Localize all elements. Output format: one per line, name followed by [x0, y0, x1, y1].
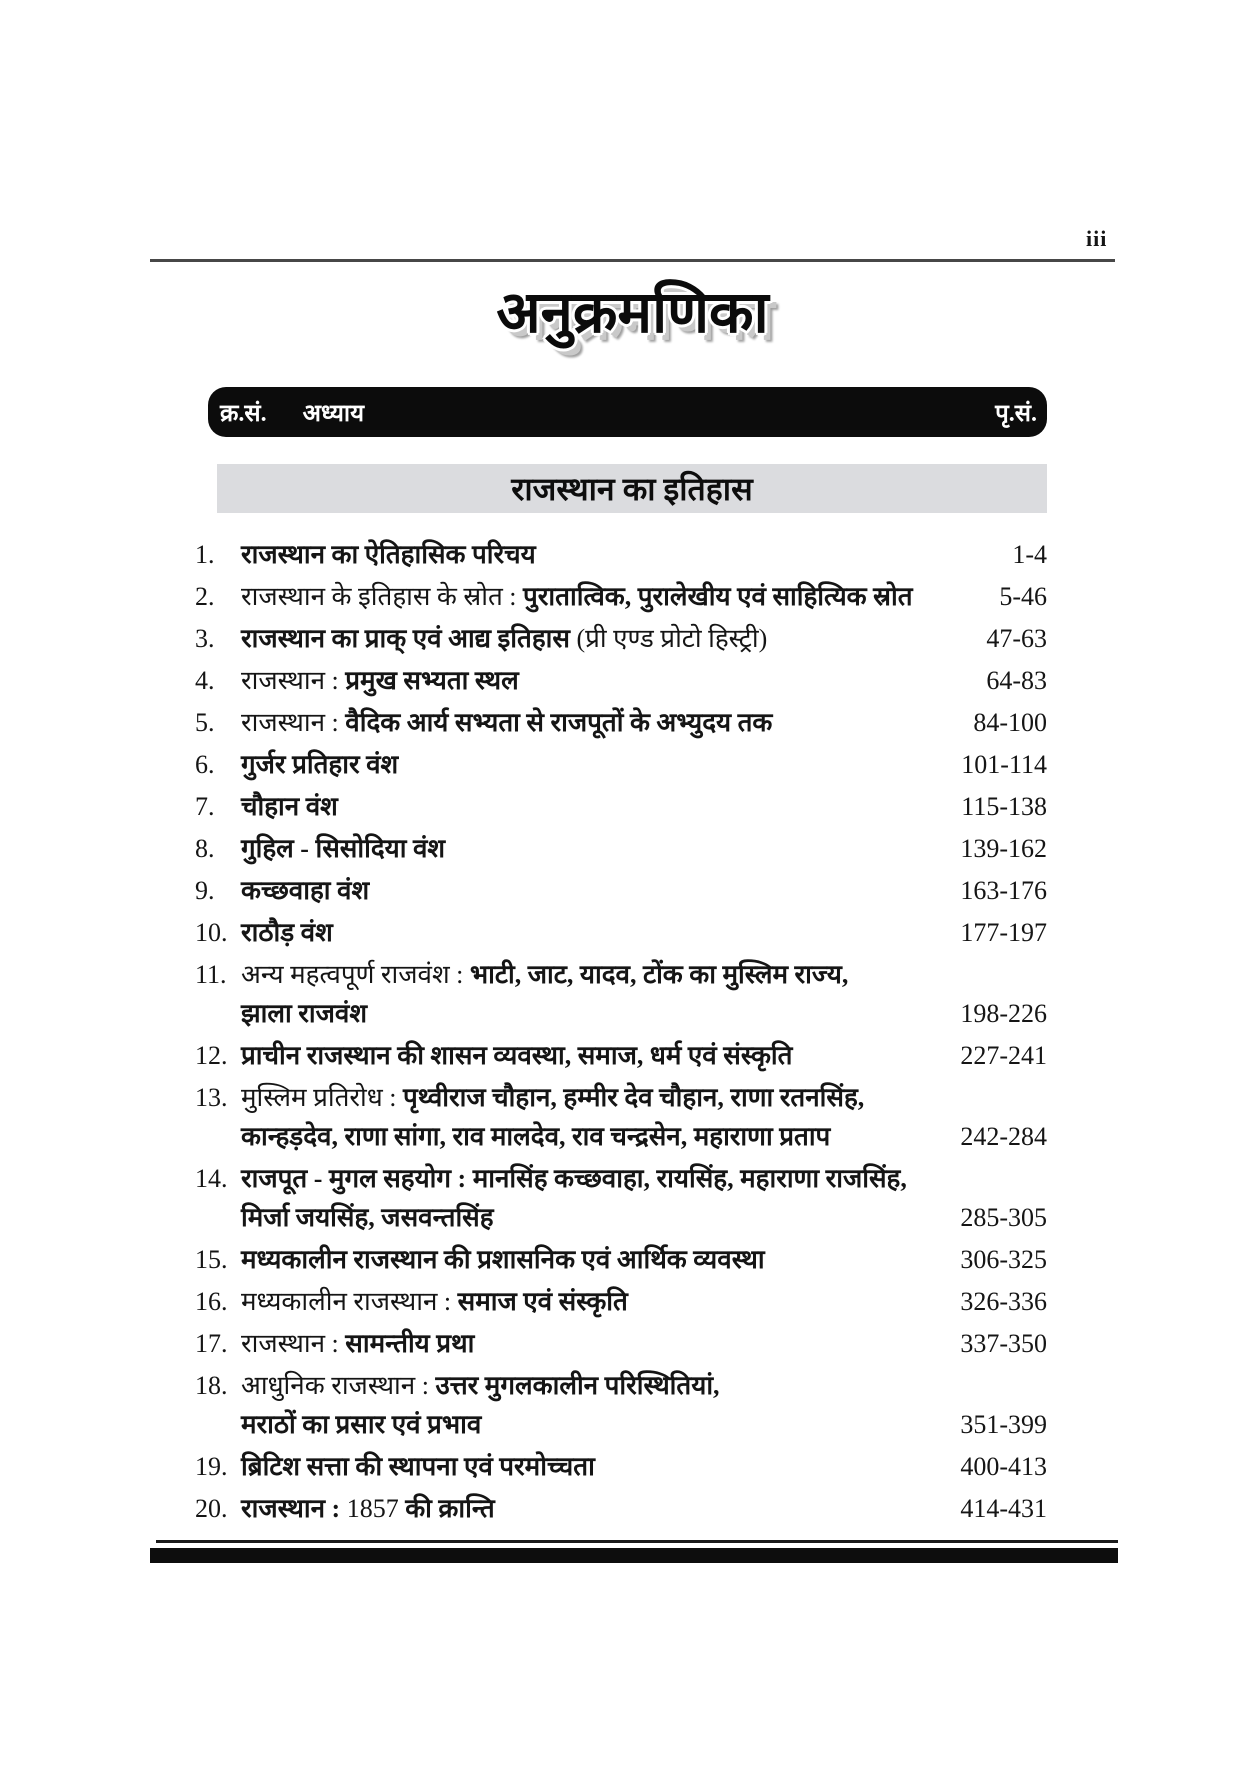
item-title-segment: आधुनिक राजस्थान : — [241, 1371, 436, 1400]
item-title-segment: मध्यकालीन राजस्थान : — [241, 1287, 458, 1316]
toc-item-line — [195, 1447, 1047, 1486]
toc-item — [195, 829, 1047, 868]
item-page-range: 198-226 — [960, 999, 1047, 1028]
item-title-segment: गुर्जर प्रतिहार वंश — [241, 750, 399, 779]
item-title — [241, 1198, 929, 1237]
item-title-segment: भाटी, जाट, यादव, टोंक का मुस्लिम राज्य, — [469, 960, 849, 989]
toc-item — [195, 745, 1047, 784]
toc-item — [195, 1240, 1047, 1279]
toc-item-line — [195, 1117, 1047, 1156]
item-title-segment: मुस्लिम प्रतिरोध : — [241, 1083, 404, 1112]
item-title-segment: समाज एवं संस्कृति — [457, 1287, 628, 1316]
item-title-segment: राजस्थान : — [241, 1494, 347, 1523]
item-title-segment: राजपूत - मुगल सहयोग : — [241, 1164, 473, 1193]
item-title — [241, 1159, 929, 1198]
toc-item-line — [195, 1489, 1047, 1528]
item-page-range: 227-241 — [960, 1041, 1047, 1070]
toc-item — [195, 703, 1047, 742]
item-title — [241, 1078, 929, 1117]
toc-item-line — [195, 535, 1047, 574]
item-title — [241, 619, 929, 658]
item-title-segment: मध्यकालीन राजस्थान की प्रशासनिक एवं आर्थिक व्यवस्था — [241, 1245, 765, 1274]
item-title-segment: राजस्थान : — [241, 666, 346, 695]
item-number: 1. — [195, 540, 215, 569]
item-title — [241, 1489, 929, 1528]
item-page-range: 5-46 — [999, 582, 1047, 611]
item-title — [241, 535, 929, 574]
toc-item — [195, 1159, 1047, 1237]
item-title-segment: गुहिल - सिसोदिया वंश — [241, 834, 446, 863]
toc-item-line — [195, 913, 1047, 952]
item-page-range: 242-284 — [960, 1122, 1047, 1151]
item-title-segment: राठौड़ वंश — [241, 918, 333, 947]
item-title-segment: अन्य महत्वपूर्ण राजवंश : — [241, 960, 470, 989]
chapter-column-label: अध्याय — [302, 400, 365, 427]
top-rule — [150, 259, 1115, 262]
toc-item — [195, 535, 1047, 574]
toc-item-line — [195, 787, 1047, 826]
item-number: 4. — [195, 666, 215, 695]
item-number: 6. — [195, 750, 215, 779]
pageno-column-label: पृ.सं. — [995, 400, 1037, 427]
item-number: 13. — [195, 1083, 228, 1112]
serial-column-label: क्र.सं. — [220, 400, 267, 427]
item-title-segment: राजस्थान : — [241, 708, 346, 737]
item-title — [241, 1447, 929, 1486]
item-title-segment: झाला राजवंश — [241, 999, 368, 1028]
item-number: 10. — [195, 918, 228, 947]
item-title — [241, 1117, 929, 1156]
item-page-range: 285-305 — [960, 1203, 1047, 1232]
toc-item-line — [195, 1078, 1047, 1117]
toc-item — [195, 1078, 1047, 1156]
toc-item — [195, 1447, 1047, 1486]
item-title — [241, 829, 929, 868]
item-page-range: 64-83 — [986, 666, 1047, 695]
item-page-range: 177-197 — [960, 918, 1047, 947]
item-title-segment: प्राचीन राजस्थान की शासन व्यवस्था, समाज, धर्म एवं संस्कृति — [241, 1041, 793, 1070]
item-title-segment: पुरातात्विक, पुरालेखीय एवं साहित्यिक स्रोत — [523, 582, 913, 611]
item-title — [241, 871, 929, 910]
item-page-range: 400-413 — [960, 1452, 1047, 1481]
toc-item-line — [195, 994, 1047, 1033]
item-title-segment: चौहान वंश — [241, 792, 338, 821]
toc-item-line — [195, 871, 1047, 910]
item-title — [241, 1405, 929, 1444]
item-title — [241, 787, 929, 826]
table-header-bar — [208, 387, 1047, 437]
toc-item-line — [195, 661, 1047, 700]
toc-item — [195, 1282, 1047, 1321]
item-title-segment: राजस्थान का प्राक् एवं आद्य इतिहास — [241, 624, 577, 653]
item-title-segment: कान्हड़देव, राणा सांगा, राव मालदेव, राव चन्द्रसेन, महाराणा प्रताप — [241, 1122, 831, 1151]
item-title — [241, 913, 929, 952]
toc-item — [195, 955, 1047, 1033]
item-title-segment: ब्रिटिश सत्ता की स्थापना एवं परमोच्चता — [241, 1452, 595, 1481]
item-page-range: 101-114 — [961, 750, 1047, 779]
toc-item — [195, 787, 1047, 826]
toc-item — [195, 577, 1047, 616]
item-title — [241, 703, 929, 742]
toc-item — [195, 661, 1047, 700]
item-title-segment: राजस्थान : — [241, 1329, 346, 1358]
toc-item-line — [195, 1198, 1047, 1237]
item-title-segment: प्रमुख सभ्यता स्थल — [345, 666, 519, 695]
toc-item-line — [195, 745, 1047, 784]
toc-item-line — [195, 1324, 1047, 1363]
item-title — [241, 577, 929, 616]
item-page-range: 1-4 — [1012, 540, 1047, 569]
item-title — [241, 1366, 929, 1405]
item-number: 8. — [195, 834, 215, 863]
item-title-segment: पृथ्वीराज चौहान, हम्मीर देव चौहान, राणा रतनसिंह, — [403, 1083, 865, 1112]
item-title-segment: मराठों का प्रसार एवं प्रभाव — [241, 1410, 482, 1439]
toc-item-line — [195, 1240, 1047, 1279]
item-title — [241, 745, 929, 784]
item-title-segment: 1857 — [346, 1494, 406, 1523]
toc-item — [195, 871, 1047, 910]
item-number: 16. — [195, 1287, 228, 1316]
item-number: 11. — [195, 960, 227, 989]
toc-item — [195, 1324, 1047, 1363]
item-number: 20. — [195, 1494, 228, 1523]
item-title-segment: की क्रान्ति — [405, 1494, 495, 1523]
toc-item-line — [195, 1159, 1047, 1198]
toc-item — [195, 619, 1047, 658]
section-title: राजस्थान का इतिहास — [511, 471, 753, 507]
item-title — [241, 955, 929, 994]
toc-item-line — [195, 1366, 1047, 1405]
item-title — [241, 1240, 929, 1279]
item-title-segment: राजस्थान के इतिहास के स्रोत : — [241, 582, 524, 611]
toc-item-line — [195, 1282, 1047, 1321]
item-number: 2. — [195, 582, 215, 611]
toc-item-line — [195, 619, 1047, 658]
page-title-wrap — [150, 280, 1115, 347]
bottom-thin-rule — [156, 1540, 1118, 1543]
item-page-range: 139-162 — [960, 834, 1047, 863]
item-title-segment: (प्री एण्ड प्रोटो हिस्ट्री) — [576, 624, 768, 653]
item-number: 12. — [195, 1041, 228, 1070]
item-page-range: 84-100 — [973, 708, 1047, 737]
item-number: 17. — [195, 1329, 228, 1358]
item-page-range: 163-176 — [960, 876, 1047, 905]
item-title-segment: कच्छवाहा वंश — [241, 876, 370, 905]
item-number: 5. — [195, 708, 215, 737]
item-title-segment: राजस्थान का ऐतिहासिक परिचय — [241, 540, 536, 569]
page-title: अनुक्रमणिका — [496, 280, 769, 345]
item-title-segment: उत्तर मुगलकालीन परिस्थितियां, — [435, 1371, 720, 1400]
item-title — [241, 994, 929, 1033]
item-title-segment: मानसिंह कच्छवाहा, रायसिंह, महाराणा राजसिंह, — [472, 1164, 907, 1193]
item-number: 14. — [195, 1164, 228, 1193]
item-title — [241, 1282, 929, 1321]
toc-item-line — [195, 1405, 1047, 1444]
toc-item-line — [195, 577, 1047, 616]
item-title — [241, 1036, 929, 1075]
page-number: iii — [1086, 226, 1108, 251]
toc-item-line — [195, 1036, 1047, 1075]
item-number: 7. — [195, 792, 215, 821]
toc-item — [195, 1366, 1047, 1444]
item-number: 18. — [195, 1371, 228, 1400]
toc-item-line — [195, 955, 1047, 994]
item-page-range: 306-325 — [960, 1245, 1047, 1274]
item-title — [241, 1324, 929, 1363]
item-page-range: 115-138 — [961, 792, 1047, 821]
item-page-range: 351-399 — [960, 1410, 1047, 1439]
toc-item — [195, 913, 1047, 952]
item-page-range: 47-63 — [986, 624, 1047, 653]
item-title-segment: मिर्जा जयसिंह, जसवन्तसिंह — [241, 1203, 494, 1232]
item-number: 3. — [195, 624, 215, 653]
toc-item — [195, 1036, 1047, 1075]
item-page-range: 326-336 — [960, 1287, 1047, 1316]
item-number: 15. — [195, 1245, 228, 1274]
toc-list — [195, 535, 1047, 1531]
item-page-range: 414-431 — [960, 1494, 1047, 1523]
section-header-bar — [217, 464, 1047, 513]
toc-item-line — [195, 703, 1047, 742]
toc-item-line — [195, 829, 1047, 868]
item-number: 9. — [195, 876, 215, 905]
bottom-thick-bar — [150, 1548, 1118, 1563]
item-page-range: 337-350 — [960, 1329, 1047, 1358]
item-number: 19. — [195, 1452, 228, 1481]
toc-item — [195, 1489, 1047, 1528]
item-title-segment: सामन्तीय प्रथा — [345, 1329, 475, 1358]
item-title — [241, 661, 929, 700]
item-title-segment: वैदिक आर्य सभ्यता से राजपूतों के अभ्युदय तक — [345, 708, 773, 737]
